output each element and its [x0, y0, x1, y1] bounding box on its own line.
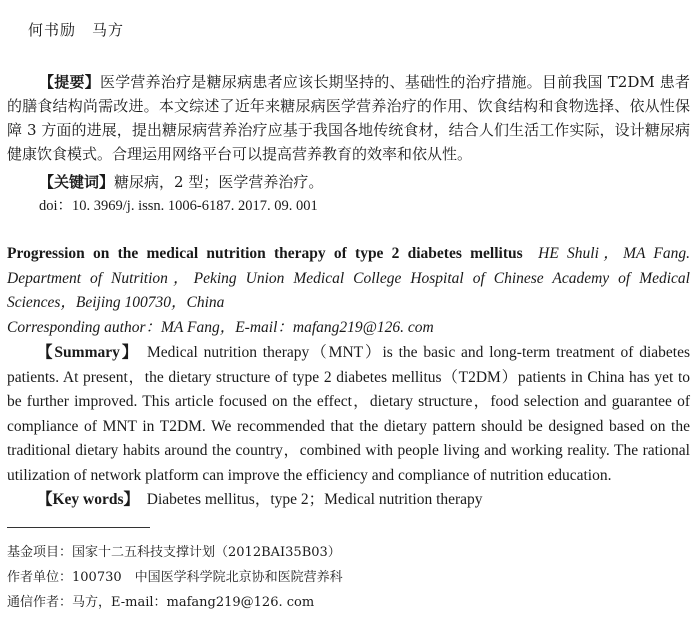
english-summary: [7, 341, 690, 488]
footnote-rule: [7, 527, 150, 528]
english-summary-label: 【Summary】: [37, 344, 140, 361]
corresponding-author: Corresponding author：MA Fang，E-mail：mafang219@126. com: [7, 319, 434, 336]
english-title: Progression on the medical nutrition therapy of type 2 diabetes mellitus: [7, 245, 523, 262]
doi: doi：10. 3969/j. issn. 1006-6187. 2017. 09. 001: [39, 198, 318, 214]
chinese-keywords-label: 【关键词】: [39, 173, 115, 191]
chinese-abstract: [7, 70, 690, 166]
footnote-affiliation: 作者单位：100730 中国医学科学院北京协和医院营养科: [7, 570, 343, 585]
chinese-keywords-text: 糖尿病，2 型；医学营养治疗。: [114, 173, 324, 191]
english-keywords-label: 【Key words】: [37, 491, 140, 508]
footnote-fund: 基金项目：国家十二五科技支撑计划（2012BAI35B03）: [7, 545, 341, 560]
chinese-abstract-label: 【提要】: [39, 73, 100, 91]
footnote-contact: 通信作者：马方，E-mail：mafang219@126. com: [7, 595, 315, 610]
chinese-abstract-text: 医学营养治疗是糖尿病患者应该长期坚持的、基础性的治疗措施。目前我国 T2DM 患者的膳食结构尚需改进。本文综述了近年来糖尿病医学营养治疗的作用、饮食结构和食物选择、依从性保障 3 方面的进展，提出糖尿病营养治疗应基于我国各地传统食材，结合人们生活工作实际，设计糖尿病健康饮食模式。合理运用网络平台可以提高营养教育的效率和依从性。: [7, 73, 690, 163]
english-authors: HE Shuli，MA Fang. Department of Nutrition，Peking Union Medical College Hospital of Chinese Academy of Medical Sciences，Beijing 100730，China: [7, 245, 690, 311]
english-keywords: [7, 488, 690, 513]
chinese-keywords: [7, 170, 690, 194]
chinese-authors: 何书励 马方: [28, 21, 125, 39]
english-keywords-text: Diabetes mellitus，type 2；Medical nutrition therapy: [146, 491, 483, 508]
english-summary-text: Medical nutrition therapy（MNT）is the basic and long-term treatment of diabetes patients. At present，the dietary structure of type 2 diabetes mellitus（T2DM）patients in China has yet to be further improved. This article focused on the effect，dietary structure，food selection and guarantee of compliance of MNT in T2DM. We recommended that the dietary pattern should be designed based on the traditional dietary habits around the country，combined with people living and working reality. The rational utilization of network platform can improve the efficiency and compliance of nutrition education.: [7, 344, 691, 484]
english-header: [7, 242, 690, 316]
